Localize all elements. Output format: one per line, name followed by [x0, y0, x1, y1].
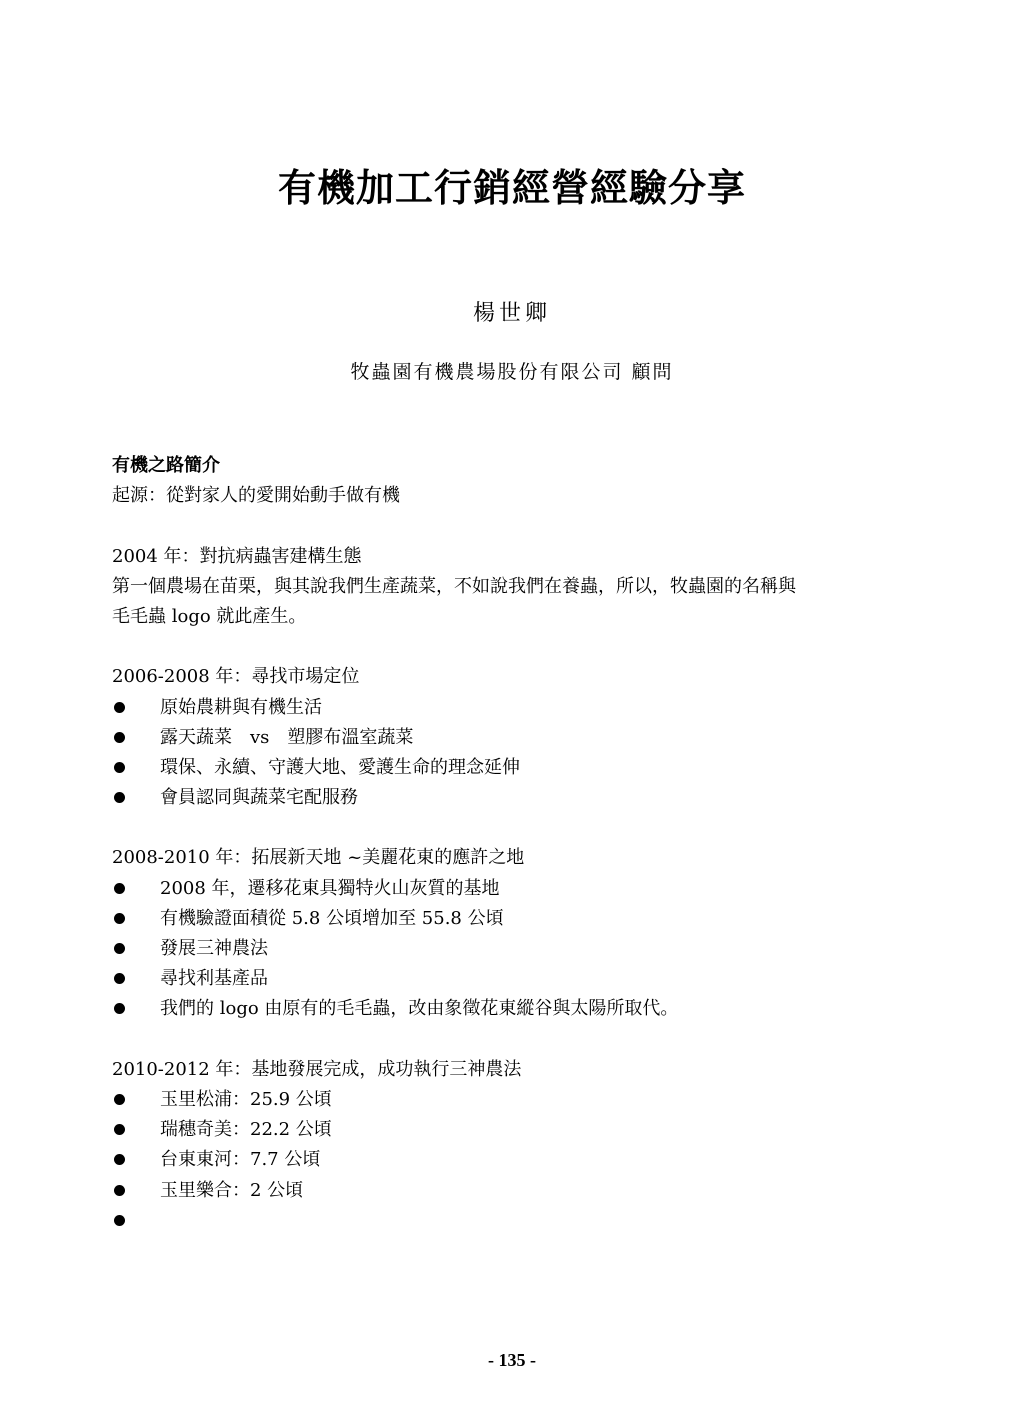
bullet-icon	[114, 943, 125, 954]
bullet-icon	[114, 732, 125, 743]
bullet-icon	[114, 792, 125, 803]
list-item: 尋找利基產品	[112, 964, 912, 994]
paragraph-gap	[112, 511, 912, 541]
bullet-icon	[114, 762, 125, 773]
bullet-icon	[114, 1094, 125, 1105]
list-item: 玉里樂合：2 公頃	[112, 1176, 912, 1206]
paragraph-gap	[112, 813, 912, 843]
paragraph-gap	[112, 1025, 912, 1055]
list-item: 發展三神農法	[112, 934, 912, 964]
list-item: 環保、永續、守護大地、愛護生命的理念延伸	[112, 753, 912, 783]
bullet-icon	[114, 1185, 125, 1196]
section-heading-2008: 2008-2010 年：拓展新天地 ~美麗花東的應許之地	[112, 847, 525, 869]
author-affiliation: 牧蟲園有機農場股份有限公司 顧問	[350, 361, 674, 383]
bullet-icon	[114, 1124, 125, 1135]
section-heading-2006: 2006-2008 年：尋找市場定位	[112, 666, 360, 688]
bullet-icon	[114, 973, 125, 984]
section-heading-intro: 有機之路簡介	[112, 455, 220, 476]
paragraph-2004-line1: 第一個農場在苗栗，與其說我們生產蔬菜，不如說我們在養蟲，所以，牧蟲園的名稱與	[112, 575, 796, 597]
bullet-icon	[114, 702, 125, 713]
section-heading-2010: 2010-2012 年：基地發展完成，成功執行三神農法	[112, 1058, 522, 1080]
section-heading-2004: 2004 年：對抗病蟲害建構生態	[112, 545, 362, 567]
list-item: 會員認同與蔬菜宅配服務	[112, 783, 912, 813]
document-body	[112, 451, 912, 1236]
list-item: 玉里松浦：25.9 公頃	[112, 1085, 912, 1115]
list-item: 瑞穗奇美：22.2 公頃	[112, 1115, 912, 1145]
bullet-icon	[114, 1154, 125, 1165]
origin-text: 起源：從對家人的愛開始動手做有機	[112, 485, 400, 507]
list-item: 2008 年，遷移花東具獨特火山灰質的基地	[112, 874, 912, 904]
bullet-icon	[114, 1215, 125, 1226]
page-number: - 135 -	[488, 1350, 536, 1370]
list-item: 原始農耕與有機生活	[112, 693, 912, 723]
bullet-icon	[114, 1003, 125, 1014]
list-item: 有機驗證面積從 5.8 公頃增加至 55.8 公頃	[112, 904, 912, 934]
bullet-icon	[114, 913, 125, 924]
paragraph-gap	[112, 632, 912, 662]
bullet-icon	[114, 883, 125, 894]
list-item: 我們的 logo 由原有的毛毛蟲，改由象徵花東縱谷與太陽所取代。	[112, 994, 912, 1024]
document-title: 有機加工行銷經營經驗分享	[277, 166, 746, 210]
paragraph-2004-line2: 毛毛蟲 logo 就此產生。	[112, 605, 307, 627]
list-item: 台東東河：7.7 公頃	[112, 1145, 912, 1175]
list-item: 露天蔬菜 vs 塑膠布溫室蔬菜	[112, 723, 912, 753]
author-name: 楊世卿	[472, 301, 551, 326]
list-item	[112, 1206, 912, 1236]
